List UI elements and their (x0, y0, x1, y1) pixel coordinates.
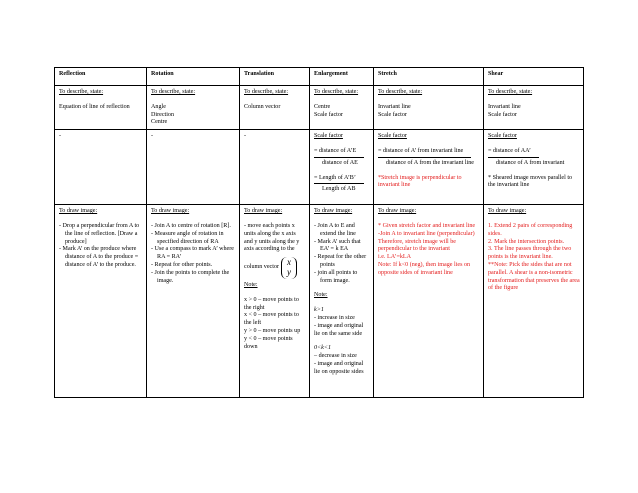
describe-label: To describe, state: (59, 89, 104, 95)
scale-shear (484, 130, 584, 205)
draw-step: - join all points to form image. (314, 269, 358, 284)
describe-item: Scale factor (488, 111, 517, 118)
k-condition: 0<k<1 (314, 345, 332, 352)
translation-note: x < 0 – move points to the left (244, 312, 299, 327)
header-enlargement: Enlargement (310, 68, 374, 86)
describe-label: To describe, state: (378, 89, 423, 95)
draw-step: - Mark A’ such that EA’ = k EA (314, 238, 361, 253)
draw-step: - move each points x units along the x axis and y units along the y axis according to the (244, 222, 300, 253)
describe-item: Angle (151, 103, 166, 110)
describe-row (55, 86, 584, 130)
draw-shear (484, 205, 584, 398)
draw-step: - Join A to E and extend the line (314, 222, 356, 237)
scale-factor-row (55, 130, 584, 205)
scale-factor-title: Scale factor (488, 133, 517, 140)
draw-label: To draw image: (488, 208, 527, 215)
describe-reflection (55, 86, 147, 130)
draw-reflection (55, 205, 147, 398)
fraction-denominator: distance of A from invariant (496, 159, 565, 166)
draw-label: To draw image: (314, 208, 353, 215)
draw-rotation (147, 205, 240, 398)
translation-note: x > 0 – move points to the right (244, 296, 299, 311)
draw-step: 3. The line passes through the two points is the invariant line. (488, 246, 572, 261)
vector-matrix (281, 257, 297, 279)
describe-item: Invariant line (488, 103, 521, 110)
draw-row (55, 205, 584, 398)
describe-item: Centre (151, 119, 168, 126)
draw-step: the line of reflection. [Draw a produce] (65, 230, 138, 245)
describe-shear (484, 86, 584, 130)
fraction-denominator: distance of A from the invariant line (386, 159, 474, 166)
draw-label: To draw image: (151, 208, 190, 215)
fraction-denominator: Length of AB (322, 186, 356, 193)
draw-step: Therefore, stretch image will be perpendicular to the invariant (378, 238, 456, 253)
scale-factor-title: Scale factor (378, 133, 407, 140)
fraction-numerator: = Length of A’B’ (314, 175, 364, 185)
describe-item: Equation of line of reflection (59, 103, 130, 110)
header-stretch: Stretch (374, 68, 484, 86)
describe-label: To describe, state: (314, 89, 359, 95)
draw-step: - Repeat for the other points (314, 254, 367, 268)
describe-enlargement (310, 86, 374, 130)
draw-step: - Drop a perpendicular from A to (59, 222, 140, 229)
describe-item: Scale factor (378, 111, 407, 118)
k-note: - image and original lie on opposite sides (314, 360, 364, 375)
draw-step: Note: If k<0 (neg), then image lies on opposite sides of invariant line (378, 261, 471, 276)
draw-label: To draw image: (244, 208, 283, 215)
k-note: – decrease in size (314, 353, 357, 360)
draw-translation (240, 205, 310, 398)
stretch-note: *Stretch image is perpendicular to invariant line (378, 174, 462, 189)
scale-translation (240, 130, 310, 205)
k-note: - increase in size (314, 314, 355, 321)
draw-step: * Given stretch factor and invariant line (378, 222, 476, 229)
scale-factor-title: Scale factor (314, 133, 343, 140)
fraction-numerator: = distance of A’ from invariant line (378, 148, 471, 158)
describe-item: Column vector (244, 103, 281, 110)
draw-step: 2. Mark the intersection points. (488, 238, 565, 245)
note-label: Note: (314, 292, 328, 299)
draw-step: - Repeat for other points. (151, 261, 213, 268)
draw-label: To draw image: (378, 208, 417, 215)
header-rotation: Rotation (147, 68, 240, 86)
draw-label: To draw image: (59, 208, 98, 215)
describe-label: To describe, state: (244, 89, 289, 95)
draw-step: i.e. LA’=kLA (378, 254, 412, 261)
draw-stretch (374, 205, 484, 398)
k-condition: k>1 (314, 307, 324, 314)
scale-stretch (374, 130, 484, 205)
draw-step: **Note: Pick the sides that are not parallel. A shear is a non-isometric transformation that preserves the area of the figure (488, 261, 580, 292)
scale-rotation (147, 130, 240, 205)
draw-step: - Join A to centre of rotation [R]. (151, 222, 231, 229)
fraction-numerator: = distance of AA’ (488, 148, 539, 158)
draw-step: -Join A to invariant line (perpendicular) (378, 230, 475, 237)
translation-note: y < 0 – move points down (244, 335, 293, 350)
note-label: Note: (244, 281, 258, 288)
dash: - (151, 133, 154, 140)
describe-item: Invariant line (378, 103, 411, 110)
describe-item: Scale factor (314, 111, 343, 118)
draw-step: - Join the points to complete the image. (151, 269, 230, 284)
vector-y: y (287, 267, 292, 278)
header-reflection: Reflection (55, 68, 147, 86)
fraction-denominator: distance of AE (322, 159, 358, 166)
draw-enlargement (310, 205, 374, 398)
vector-label: column vector (244, 264, 280, 271)
describe-item: Direction (151, 111, 175, 118)
draw-step: - Mark A’ on the produce where distance of A to the produce = distance of A’ to the produce. (59, 246, 139, 268)
describe-item: Centre (314, 103, 331, 110)
column-vector (244, 257, 306, 279)
header-translation: Translation (240, 68, 310, 86)
vector-x: x (287, 257, 292, 268)
draw-step: 1. Extend 2 pairs of corresponding sides. (488, 222, 573, 237)
header-row (55, 68, 584, 86)
dash: - (59, 133, 62, 140)
k-note: - image and original lie on the same side (314, 322, 364, 337)
describe-stretch (374, 86, 484, 130)
describe-translation (240, 86, 310, 130)
draw-step: - Use a compass to mark A’ where RA = RA’ (151, 246, 234, 261)
draw-step: - Measure angle of rotation in specified direction of RA (151, 230, 224, 245)
describe-rotation (147, 86, 240, 130)
describe-label: To describe, state: (151, 89, 196, 95)
header-shear: Shear (484, 68, 584, 86)
describe-label: To describe, state: (488, 89, 533, 95)
fraction-numerator: = distance of A’E (314, 148, 364, 158)
scale-enlargement (310, 130, 374, 205)
dash: - (244, 133, 247, 140)
transformations-table (54, 67, 584, 398)
translation-note: y > 0 – move points up (244, 327, 301, 334)
shear-note: * Sheared image moves parallel to the invariant line (488, 174, 573, 189)
scale-reflection (55, 130, 147, 205)
